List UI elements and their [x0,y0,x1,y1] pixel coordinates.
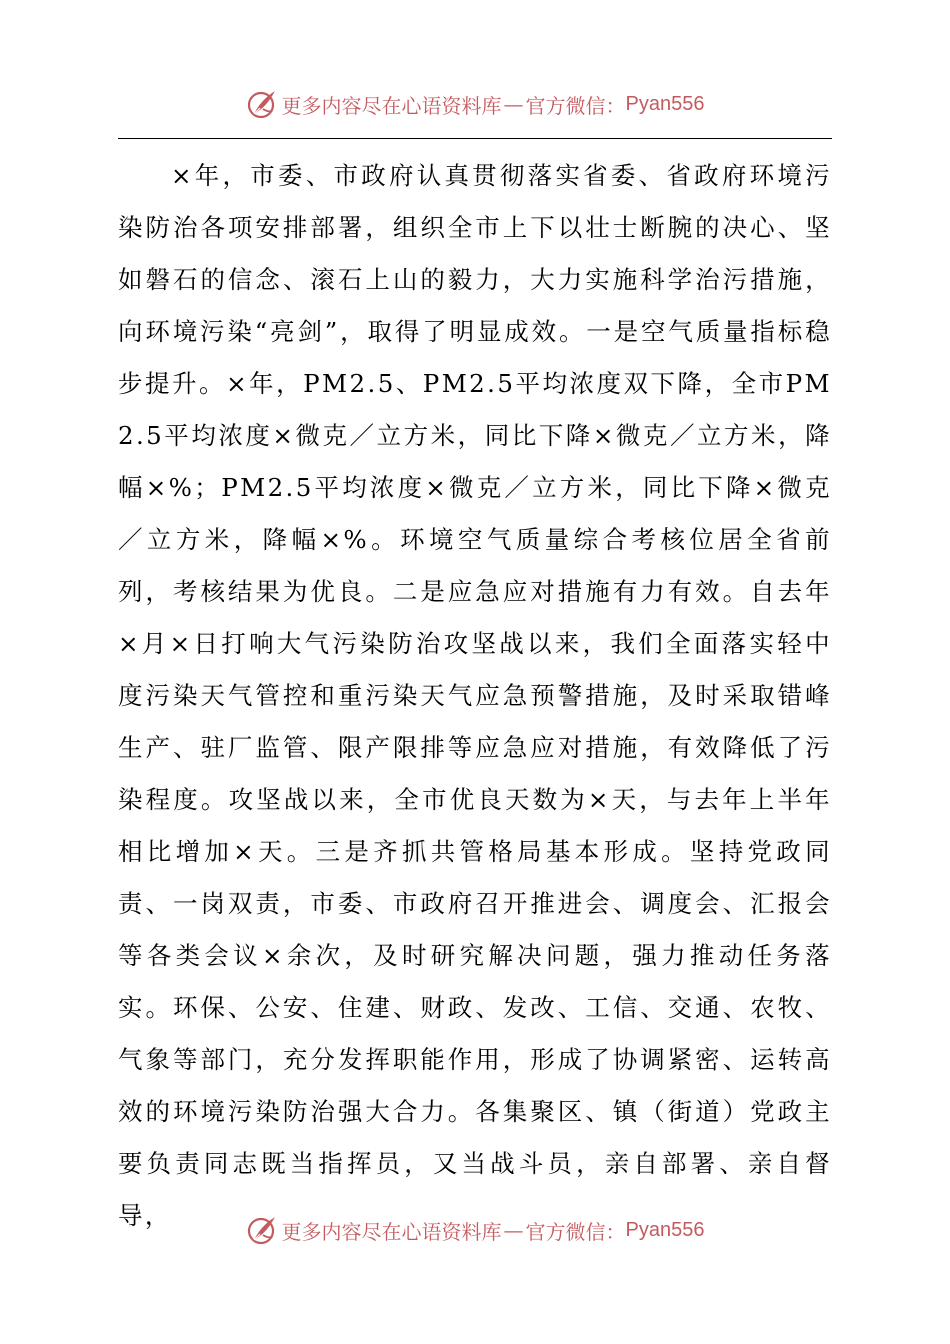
footer-wechat-label: 官方微信： [525,1219,626,1244]
footer-site-text: 更多内容尽在心语资料库 [281,1219,502,1244]
footer-watermark [0,1212,950,1248]
body-paragraph: ×年，市委、市政府认真贯彻落实省委、省政府环境污染防治各项安排部署，组织全市上下以壮士断腕的决心、坚如磐石的信念、滚石上山的毅力，大力实施科学治污措施，向环境污染“亮剑”，取得了明显成效。一是空气质量指标稳步提升。×年，PM2.5、PM2.5平均浓度双下降，全市PM2.5平均浓度×微克／立方米，同比下降×微克／立方米，降幅×%；PM2.5平均浓度×微克／立方米，同比下降×微克／立方米，降幅×%。环境空气质量综合考核位居全省前列，考核结果为优良。二是应急应对措施有力有效。自去年×月×日打响大气污染防治攻坚战以来，我们全面落实轻中度污染天气管控和重污染天气应急预警措施，及时采取错峰生产、驻厂监管、限产限排等应急应对措施，有效降低了污染程度。攻坚战以来，全市优良天数为×天，与去年上半年相比增加×天。三是齐抓共管格局基本形成。坚持党政同责、一岗双责，市委、市政府召开推进会、调度会、汇报会等各类会议×余次，及时研究解决问题，强力推动任务落实。环保、公安、住建、财政、发改、工信、交通、农牧、气象等部门，充分发挥职能作用，形成了协调紧密、运转高效的环境污染防治强大合力。各集聚区、镇（街道）党政主要负责同志既当指挥员，又当战斗员，亲自部署、亲自督导， [118,161,832,1230]
header-site-text: 更多内容尽在心语资料库 [281,93,502,118]
quill-pen-logo-icon [246,88,278,120]
header-watermark [0,86,950,122]
quill-pen-logo-icon [246,1214,278,1246]
header-wechat-label: 官方微信： [525,93,626,118]
header-divider [118,138,832,139]
footer-separator: — [503,1218,524,1242]
header-separator: — [503,92,524,116]
footer-wechat-account: Pyan556 [625,1218,705,1241]
document-body [118,150,832,1242]
header-wechat-account: Pyan556 [625,92,705,115]
